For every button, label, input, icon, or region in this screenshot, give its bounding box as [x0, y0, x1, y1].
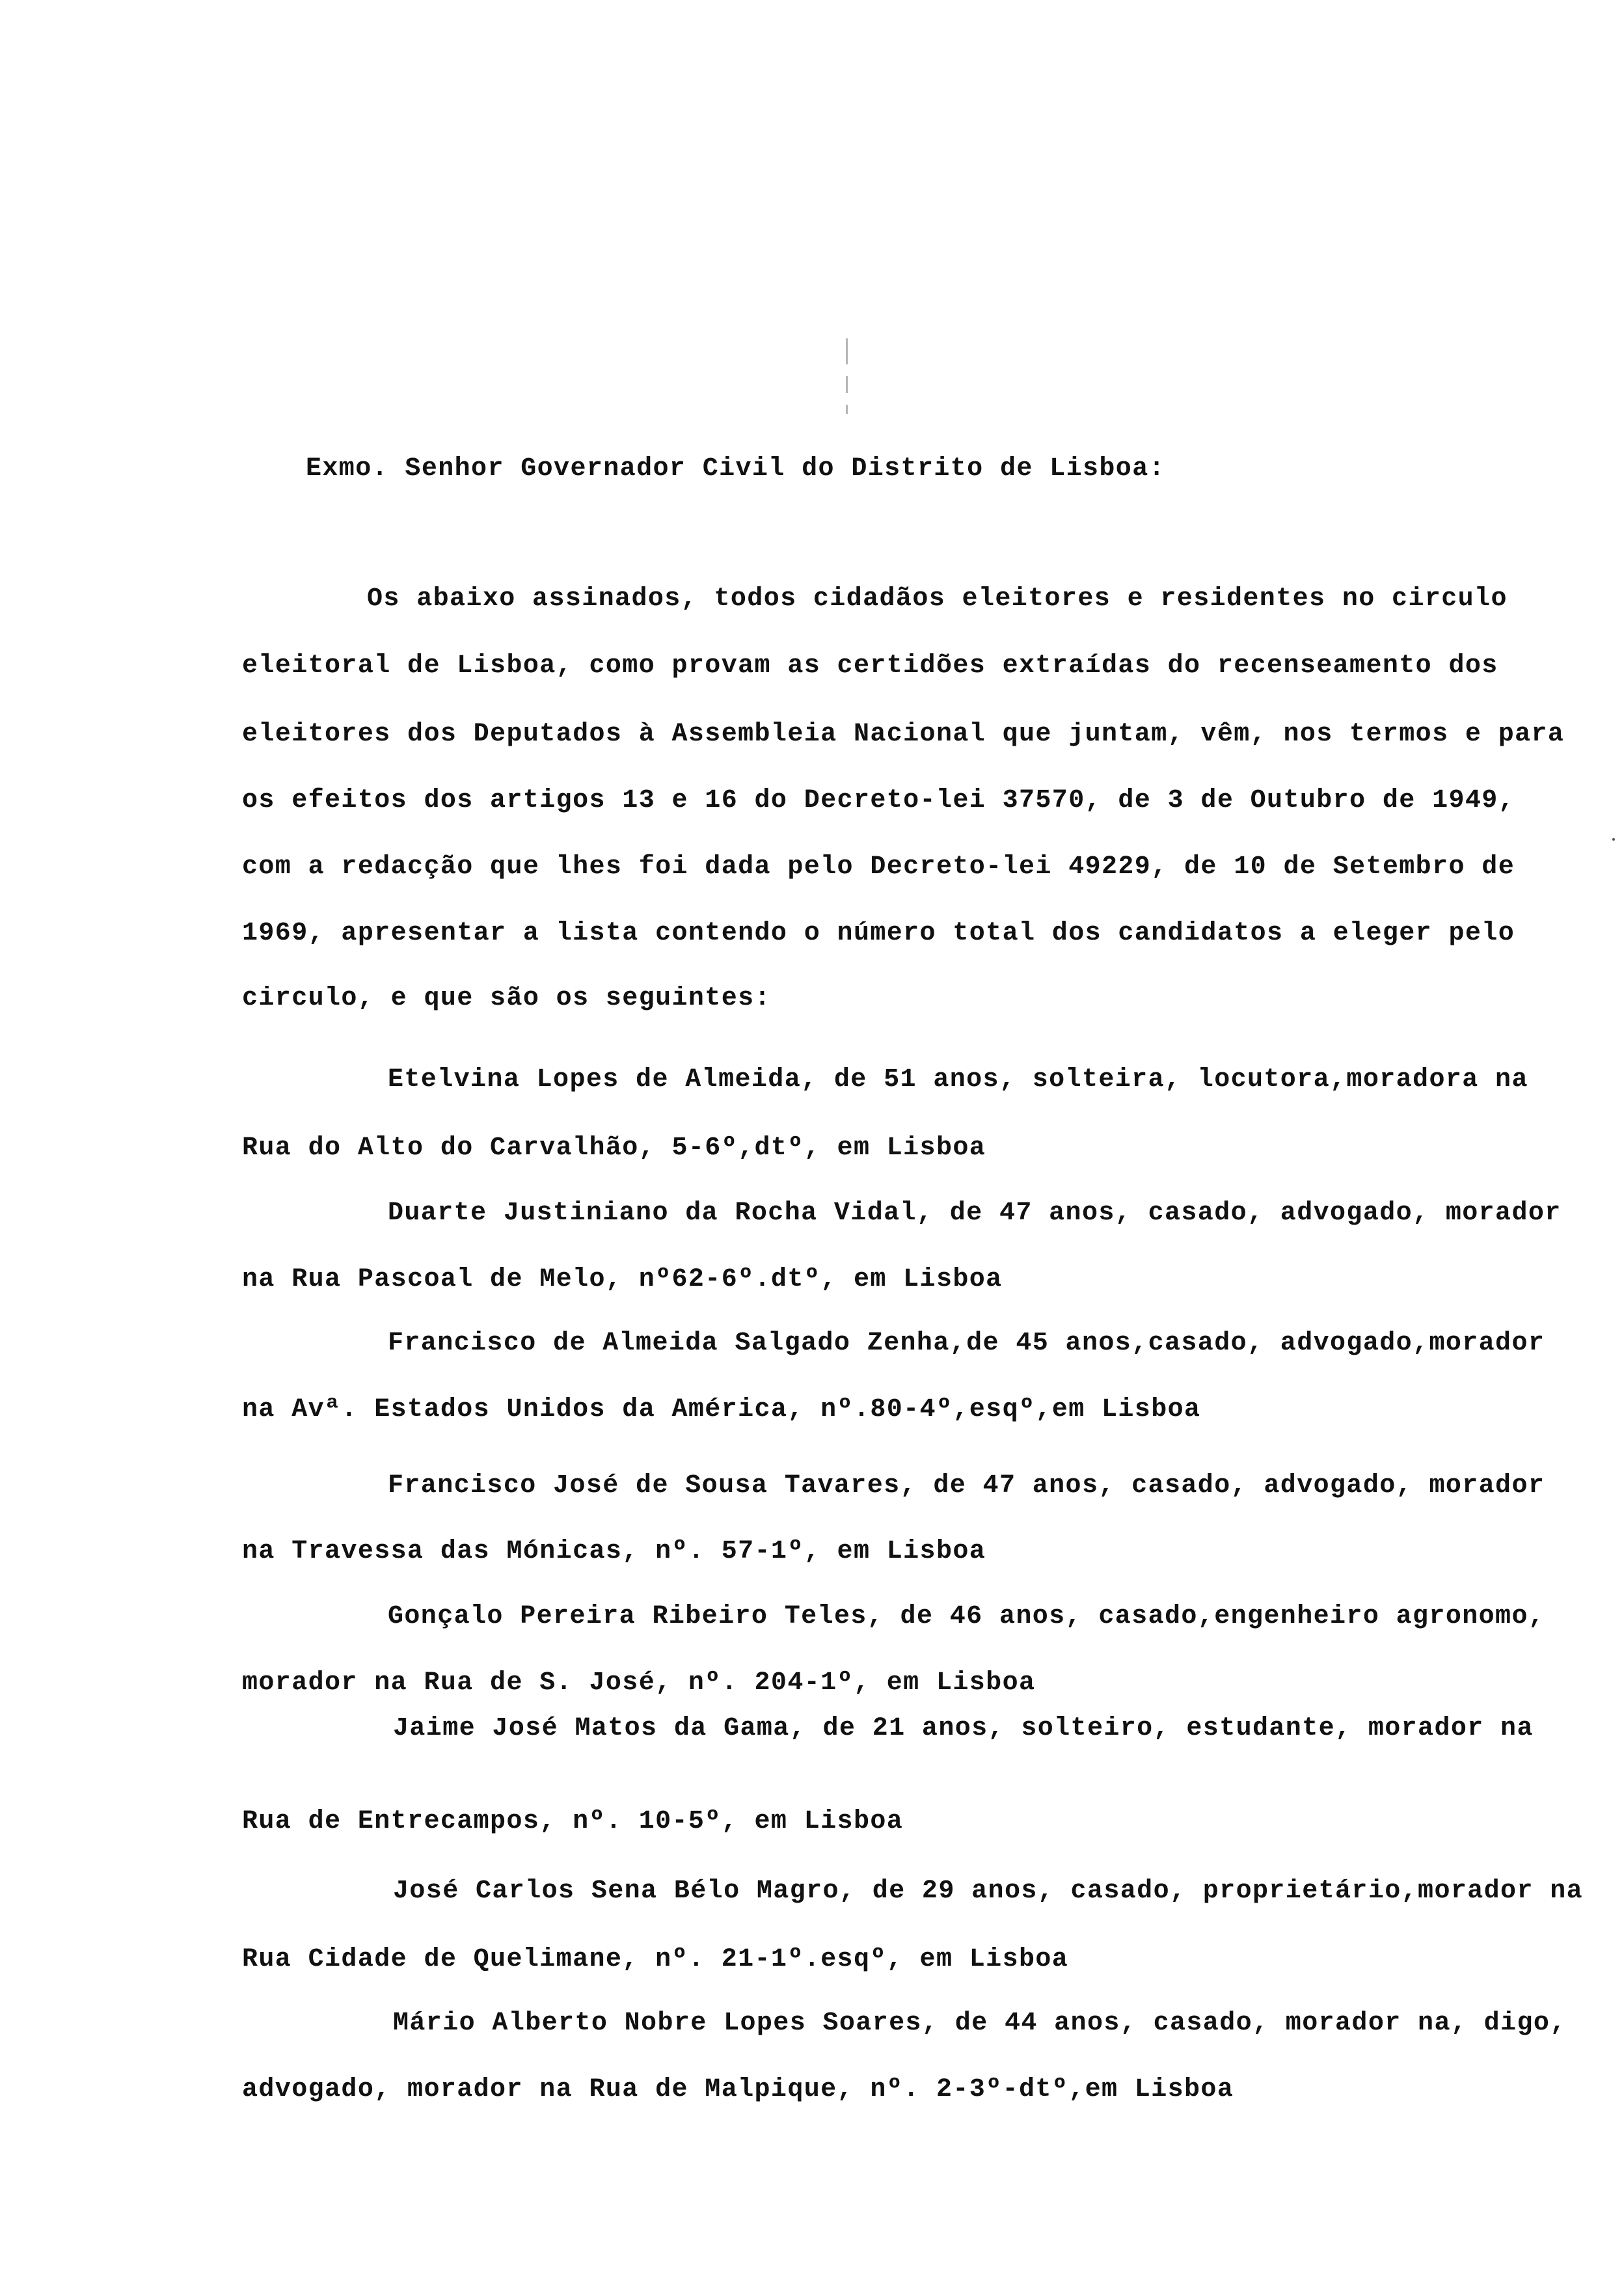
candidate-line: José Carlos Sena Bélo Magro, de 29 anos, casado, proprietário,morador na	[393, 1877, 1584, 1906]
intro-line: os efeitos dos artigos 13 e 16 do Decreto-lei 37570, de 3 de Outubro de 1949,	[242, 786, 1515, 815]
stray-dot	[1612, 838, 1615, 841]
intro-line: 1969, apresentar a lista contendo o número total dos candidatos a eleger pelo	[242, 919, 1515, 948]
intro-line: com a redacção que lhes foi dada pelo Decreto-lei 49229, de 10 de Setembro de	[242, 852, 1515, 882]
intro-line: Os abaixo assinados, todos cidadãos eleitores e residentes no circulo	[367, 584, 1508, 614]
candidate-line: Francisco de Almeida Salgado Zenha,de 45 anos,casado, advogado,morador	[388, 1329, 1545, 1358]
candidate-line: Rua de Entrecampos, nº. 10-5º, em Lisboa	[242, 1807, 904, 1836]
candidate-line: na Avª. Estados Unidos da América, nº.80-4º,esqº,em Lisboa	[242, 1395, 1201, 1424]
salutation: Exmo. Senhor Governador Civil do Distrito de Lisboa:	[306, 454, 1166, 483]
intro-line: eleitores dos Deputados à Assembleia Nacional que juntam, vêm, nos termos e para	[242, 720, 1565, 749]
candidate-line: advogado, morador na Rua de Malpique, nº. 2-3º-dtº,em Lisboa	[242, 2075, 1234, 2104]
candidate-line: na Rua Pascoal de Melo, nº62-6º.dtº, em Lisboa	[242, 1265, 1003, 1294]
candidate-line: Jaime José Matos da Gama, de 21 anos, solteiro, estudante, morador na	[393, 1714, 1534, 1743]
candidate-line: Francisco José de Sousa Tavares, de 47 anos, casado, advogado, morador	[388, 1471, 1545, 1500]
candidate-line: Rua do Alto do Carvalhão, 5-6º,dtº, em Lisboa	[242, 1133, 986, 1163]
candidate-line: Mário Alberto Nobre Lopes Soares, de 44 anos, casado, morador na, digo,	[393, 2009, 1567, 2038]
candidate-line: na Travessa das Mónicas, nº. 57-1º, em Lisboa	[242, 1537, 986, 1566]
candidate-line: Rua Cidade de Quelimane, nº. 21-1º.esqº, em Lisboa	[242, 1945, 1069, 1974]
intro-line: circulo, e que são os seguintes:	[242, 984, 771, 1013]
fold-mark	[846, 338, 852, 436]
candidate-line: Etelvina Lopes de Almeida, de 51 anos, solteira, locutora,moradora na	[388, 1065, 1528, 1094]
intro-line: eleitoral de Lisboa, como provam as certidões extraídas do recenseamento dos	[242, 651, 1498, 681]
candidate-line: Gonçalo Pereira Ribeiro Teles, de 46 anos, casado,engenheiro agronomo,	[388, 1602, 1545, 1631]
candidate-line: Duarte Justiniano da Rocha Vidal, de 47 anos, casado, advogado, morador	[388, 1199, 1562, 1228]
candidate-line: morador na Rua de S. José, nº. 204-1º, em Lisboa	[242, 1668, 1036, 1698]
